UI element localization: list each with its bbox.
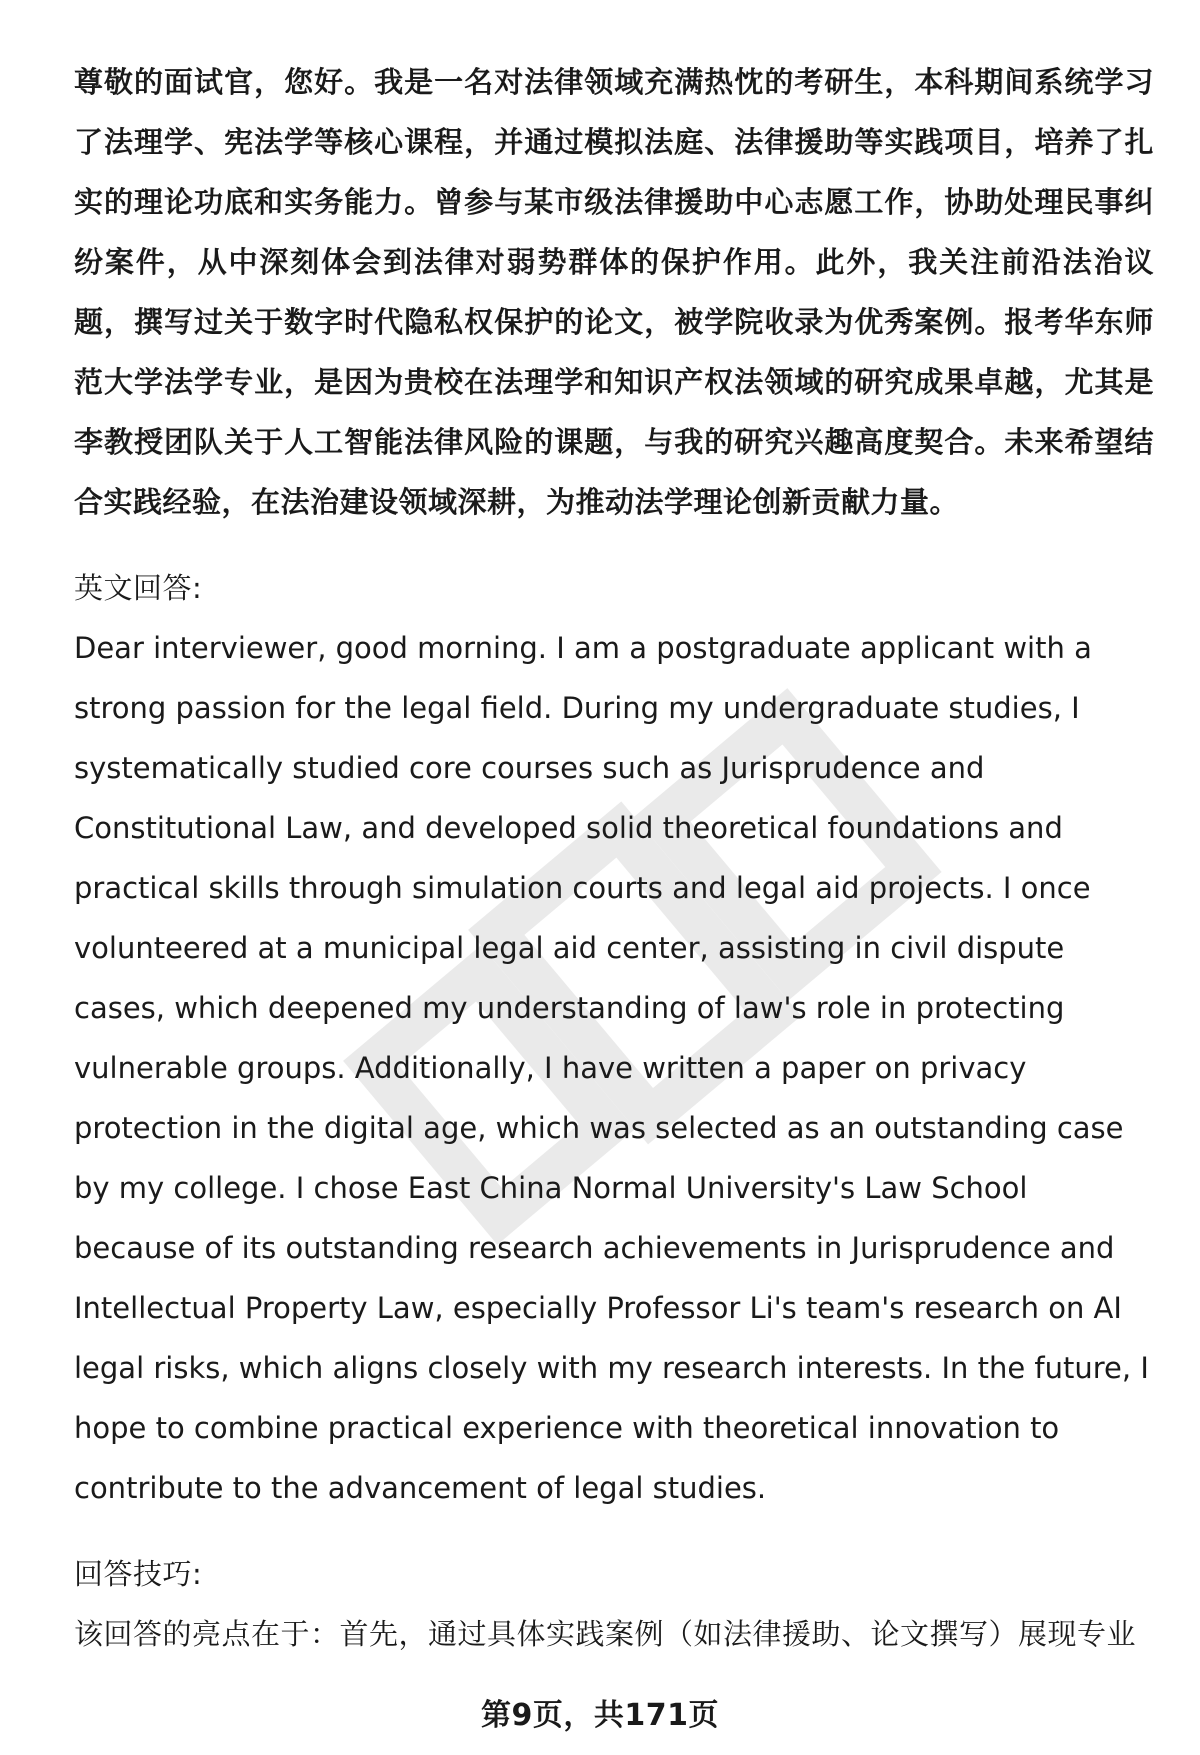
document-body	[74, 52, 1154, 1664]
page-indicator: 第9页，共171页	[481, 1698, 719, 1733]
tips-paragraph: 该回答的亮点在于：首先，通过具体实践案例（如法律援助、论文撰写）展现专业	[74, 1617, 1137, 1651]
tips-label: 回答技巧:	[74, 1557, 203, 1591]
english-answer-paragraph: Dear interviewer, good morning. I am a postgraduate applicant with a strong passion for the legal field. During my undergraduate studies, I systematically studied core courses such as Jurisprudence and Constitutional Law, and developed solid theoretical foundations and practical skills through simulation courts and legal aid projects. I once volunteered at a municipal legal aid center, assisting in civil dispute cases, which deepened my understanding of law's role in protecting vulnerable groups. Additionally, I have written a paper on privacy protection in the digital age, which was selected as an outstanding case by my college. I chose East China Normal University's Law School because of its outstanding research achievements in Jurisprudence and Intellectual Property Law, especially Professor Li's team's research on AI legal risks, which aligns closely with my research interests. In the future, I hope to combine practical experience with theoretical innovation to contribute to the advancement of legal studies.	[74, 631, 1149, 1505]
english-answer-label: 英文回答:	[74, 571, 203, 605]
chinese-intro-paragraph: 尊敬的面试官，您好。我是一名对法律领域充满热忱的考研生，本科期间系统学习了法理学、宪法学等核心课程，并通过模拟法庭、法律援助等实践项目，培养了扎实的理论功底和实务能力。曾参与某市级法律援助中心志愿工作，协助处理民事纠纷案件，从中深刻体会到法律对弱势群体的保护作用。此外，我关注前沿法治议题，撰写过关于数字时代隐私权保护的论文，被学院收录为优秀案例。报考华东师范大学法学专业，是因为贵校在法理学和知识产权法领域的研究成果卓越，尤其是李教授团队关于人工智能法律风险的课题，与我的研究兴趣高度契合。未来希望结合实践经验，在法治建设领域深耕，为推动法学理论创新贡献力量。	[74, 65, 1154, 519]
